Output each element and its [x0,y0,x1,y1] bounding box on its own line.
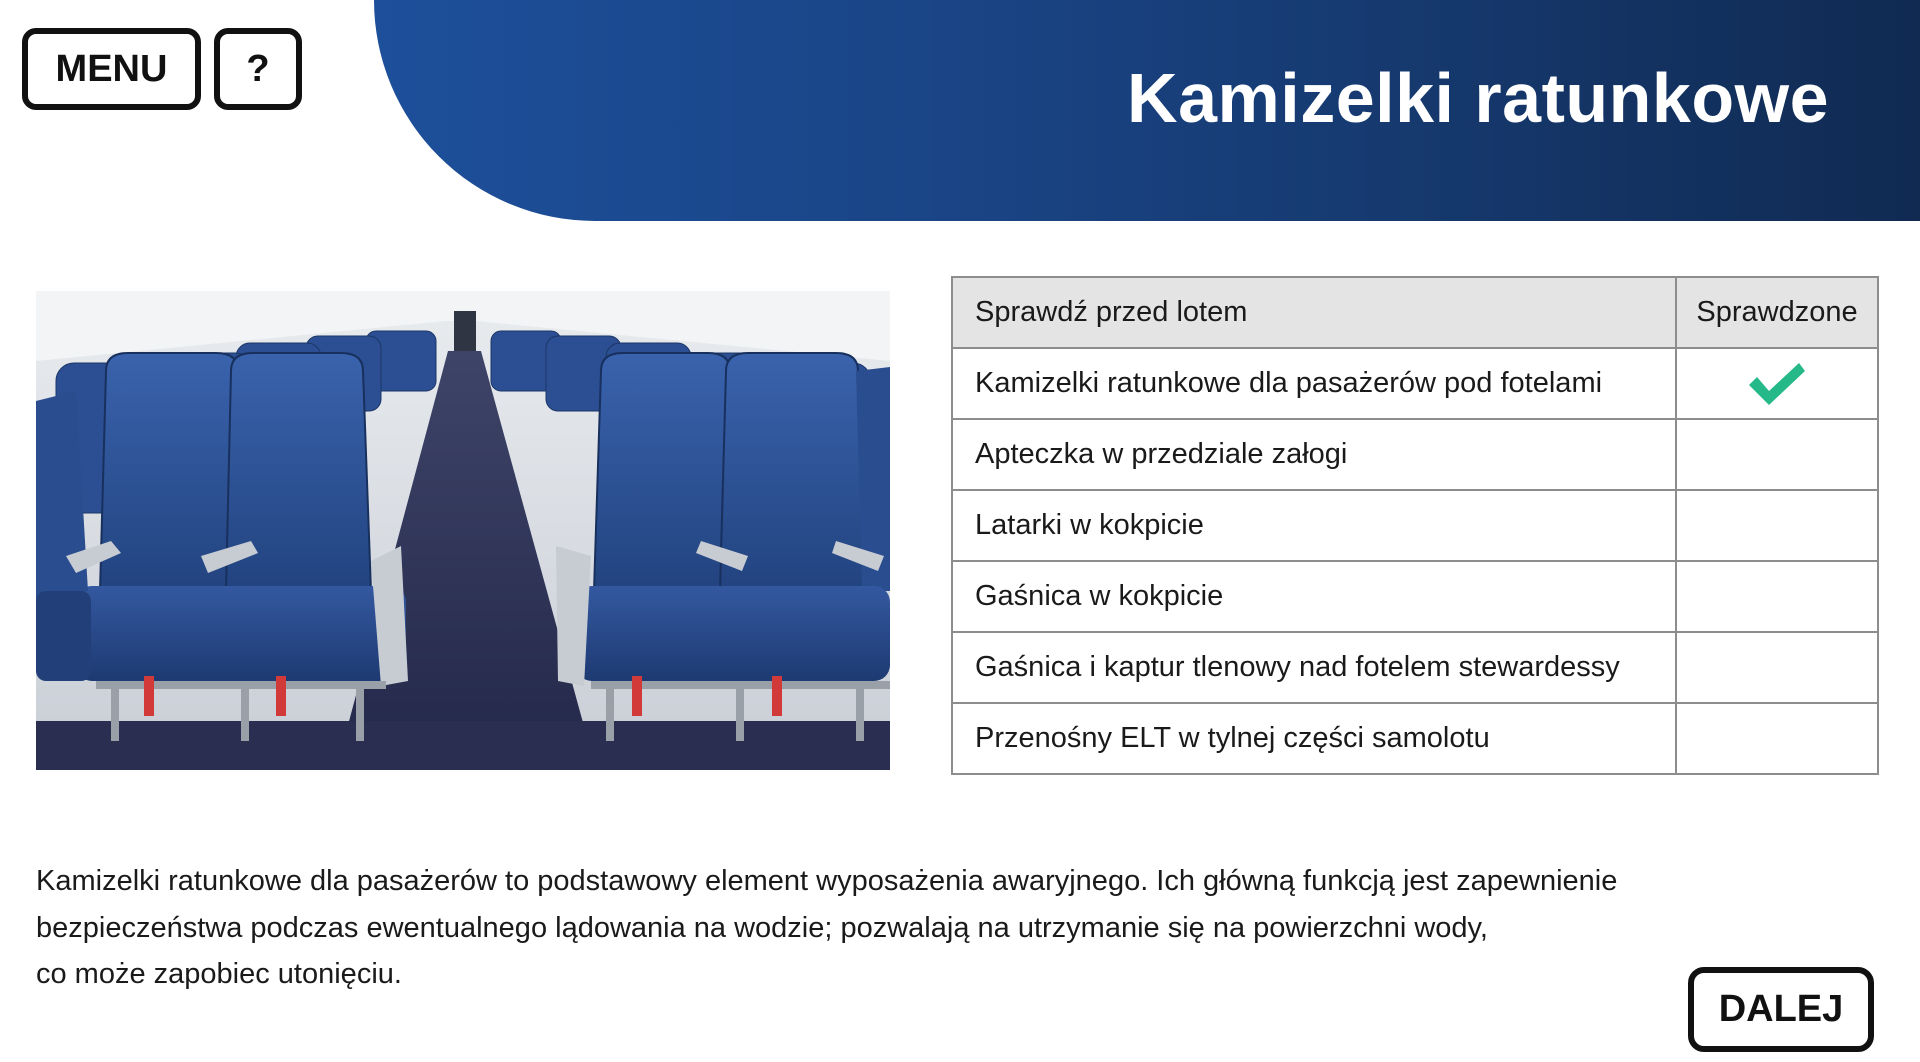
description-line: Kamizelki ratunkowe dla pasażerów to podstawowy element wyposażenia awaryjnego. Ich główną funkcją jest zapewnienie [36,865,1618,897]
menu-button[interactable]: MENU [22,28,201,110]
description-line: bezpieczeństwa podczas ewentualnego lądowania na wodzie; pozwalają na utrzymanie się na powierzchni wody, [36,911,1488,944]
checklist-item-label: Latarki w kokpicie [952,490,1676,561]
description-line: co może zapobiec utonięciu. [36,958,402,990]
checklist-item-label: Gaśnica w kokpicie [952,561,1676,632]
description-text [36,858,1796,998]
table-row [952,561,1878,632]
checklist-checkbox[interactable] [1676,419,1878,490]
table-row [952,703,1878,774]
checklist-checkbox[interactable] [1676,703,1878,774]
next-button[interactable]: DALEJ [1688,967,1874,1052]
checklist-item-label: Kamizelki ratunkowe dla pasażerów pod fotelami [952,348,1676,419]
checkmark-icon [1745,359,1809,409]
checklist-checkbox[interactable] [1676,490,1878,561]
column-header-check-item: Sprawdź przed lotem [952,277,1676,348]
checklist-item-label: Gaśnica i kaptur tlenowy nad fotelem stewardessy [952,632,1676,703]
table-row [952,632,1878,703]
cabin-seats-image [36,291,890,770]
table-row [952,419,1878,490]
checklist-item-label: Przenośny ELT w tylnej części samolotu [952,703,1676,774]
checklist-checkbox[interactable] [1676,561,1878,632]
help-button[interactable]: ? [214,28,302,110]
table-row [952,348,1878,419]
checklist-table [951,276,1879,775]
table-header-row [952,277,1878,348]
checklist-item-label: Apteczka w przedziale załogi [952,419,1676,490]
page-title: Kamizelki ratunkowe [1127,59,1829,137]
checklist-checkbox[interactable] [1676,632,1878,703]
checklist-checkbox[interactable] [1676,348,1878,419]
column-header-checked: Sprawdzone [1676,277,1878,348]
header-banner [374,0,1920,221]
table-row [952,490,1878,561]
